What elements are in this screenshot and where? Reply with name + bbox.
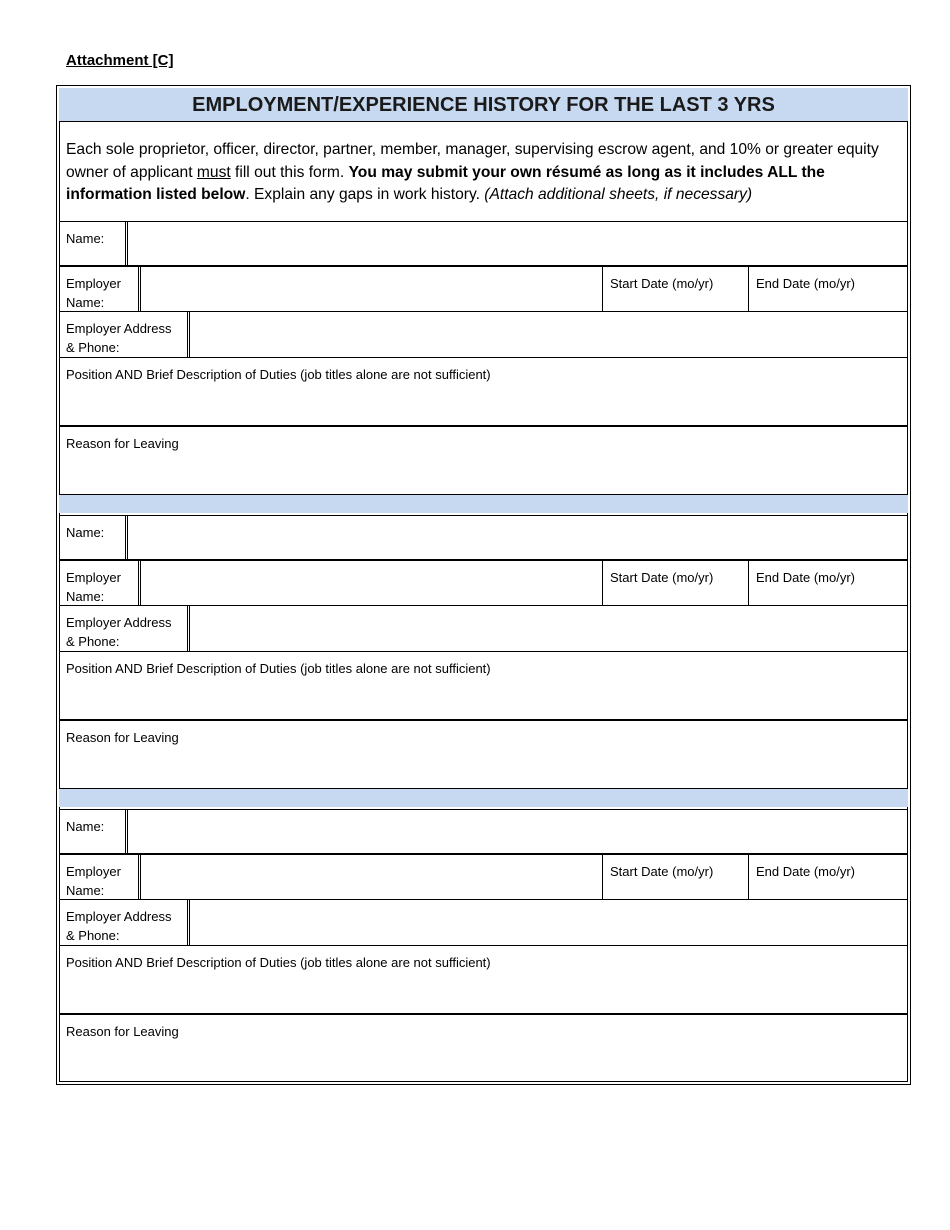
address-label-line1: Employer Address — [66, 909, 172, 924]
name-row — [59, 809, 908, 854]
reason-label: Reason for Leaving — [66, 730, 179, 745]
position-label: Position AND Brief Description of Duties (job titles alone are not sufficient) — [66, 955, 491, 970]
position-row[interactable] — [59, 945, 908, 1014]
end-date-label: End Date (mo/yr) — [756, 570, 855, 585]
address-label-line1: Employer Address — [66, 615, 172, 630]
name-label: Name: — [66, 819, 105, 834]
name-label: Name: — [66, 231, 105, 246]
end-date-field[interactable] — [748, 267, 908, 311]
name-label: Name: — [66, 525, 105, 540]
start-date-field[interactable] — [602, 561, 748, 605]
start-date-field[interactable] — [602, 267, 748, 311]
name-field[interactable] — [125, 516, 908, 560]
employer-label-line2: Name: — [66, 295, 105, 310]
name-field[interactable] — [125, 222, 908, 266]
end-date-label: End Date (mo/yr) — [756, 864, 855, 879]
name-row — [59, 515, 908, 560]
reason-label: Reason for Leaving — [66, 436, 179, 451]
employer-label-line1: Employer — [66, 864, 121, 879]
intro-text-1: Each sole proprietor, officer, director, partner, member, manager, supervising escrow agent, and 10% or greater equity owner of applicant — [66, 141, 879, 181]
employer-name-label — [59, 267, 138, 311]
employer-name-label — [59, 561, 138, 605]
position-row[interactable] — [59, 651, 908, 720]
address-phone-field[interactable] — [187, 900, 908, 945]
address-row — [59, 311, 908, 357]
name-row — [59, 221, 908, 266]
section-divider — [59, 788, 908, 807]
section-divider — [59, 494, 908, 513]
name-field[interactable] — [125, 810, 908, 854]
employer-name-field[interactable] — [138, 561, 602, 605]
position-label: Position AND Brief Description of Duties (job titles alone are not sufficient) — [66, 661, 491, 676]
intro-text-3: . Explain any gaps in work history. — [245, 186, 485, 203]
address-label-line2: & Phone: — [66, 634, 120, 649]
reason-row[interactable] — [59, 425, 908, 494]
employer-row — [59, 265, 908, 311]
reason-label: Reason for Leaving — [66, 1024, 179, 1039]
start-date-label: Start Date (mo/yr) — [610, 276, 714, 291]
address-label — [59, 900, 187, 945]
address-label-line2: & Phone: — [66, 928, 120, 943]
intro-text-2: fill out this form. — [230, 163, 349, 181]
address-row — [59, 605, 908, 651]
address-label — [59, 606, 187, 651]
employer-name-label — [59, 855, 138, 899]
employer-label-line2: Name: — [66, 589, 105, 604]
reason-row[interactable] — [59, 1013, 908, 1081]
address-phone-field[interactable] — [187, 606, 908, 651]
form-title: EMPLOYMENT/EXPERIENCE HISTORY FOR THE LAST 3 YRS — [59, 88, 908, 122]
employer-name-field[interactable] — [138, 267, 602, 311]
employer-name-field[interactable] — [138, 855, 602, 899]
address-label-line2: & Phone: — [66, 340, 120, 355]
employer-row — [59, 853, 908, 899]
address-label-line1: Employer Address — [66, 321, 172, 336]
address-label — [59, 312, 187, 357]
employer-label-line1: Employer — [66, 570, 121, 585]
start-date-field[interactable] — [602, 855, 748, 899]
end-date-label: End Date (mo/yr) — [756, 276, 855, 291]
position-label: Position AND Brief Description of Duties (job titles alone are not sufficient) — [66, 367, 491, 382]
end-date-field[interactable] — [748, 561, 908, 605]
employer-label-line2: Name: — [66, 883, 105, 898]
start-date-label: Start Date (mo/yr) — [610, 570, 714, 585]
form-instructions — [59, 123, 908, 221]
address-phone-field[interactable] — [187, 312, 908, 357]
intro-must: must — [196, 163, 231, 181]
start-date-label: Start Date (mo/yr) — [610, 864, 714, 879]
reason-row[interactable] — [59, 719, 908, 788]
address-row — [59, 899, 908, 945]
end-date-field[interactable] — [748, 855, 908, 899]
intro-italic: (Attach additional sheets, if necessary) — [484, 186, 753, 203]
employer-label-line1: Employer — [66, 276, 121, 291]
employer-row — [59, 559, 908, 605]
position-row[interactable] — [59, 357, 908, 426]
intro-bold: You may submit your own résumé as long as it includes ALL the information listed below — [66, 163, 825, 203]
attachment-label: Attachment [C] — [66, 52, 174, 69]
